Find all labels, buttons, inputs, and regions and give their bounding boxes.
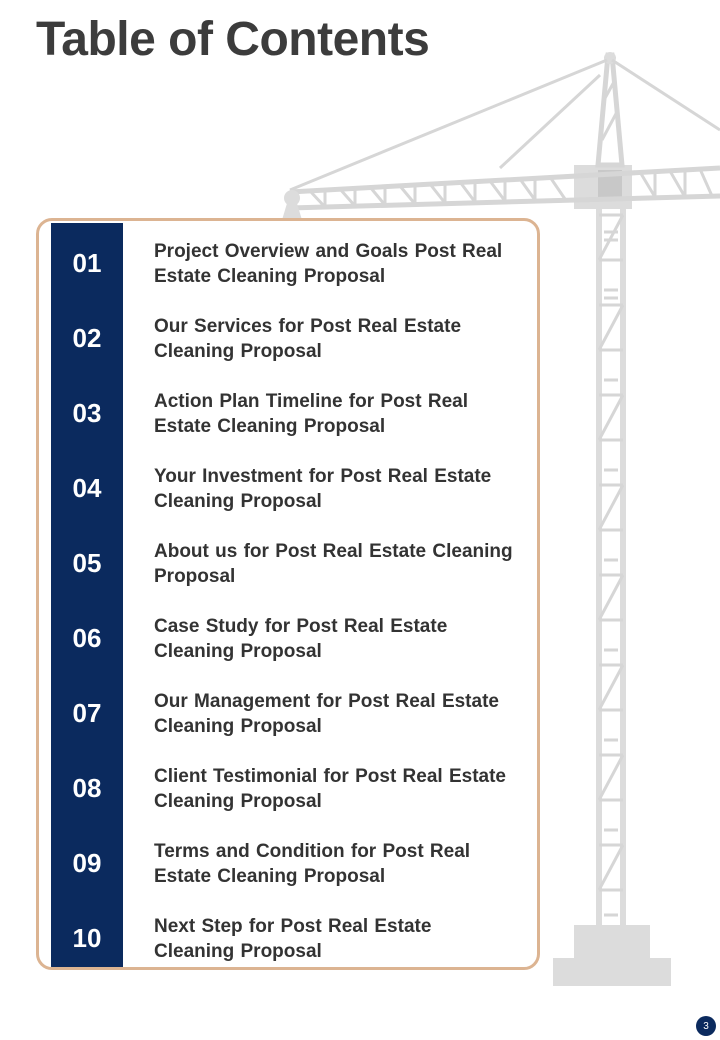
toc-item[interactable] <box>39 376 537 451</box>
page-title: Table of Contents <box>36 13 430 66</box>
toc-item-number: 02 <box>72 323 102 353</box>
toc-item[interactable] <box>39 451 537 526</box>
toc-item-number: 10 <box>72 923 102 953</box>
toc-item-number: 07 <box>72 698 102 728</box>
toc-item-number: 08 <box>72 773 102 803</box>
toc-item-label: Your Investment for Post Real Estate Cleaning Proposal <box>154 465 492 512</box>
toc-item-label: Case Study for Post Real Estate Cleaning Proposal <box>154 615 448 662</box>
toc-item[interactable] <box>39 751 537 826</box>
toc-item-label: Next Step for Post Real Estate Cleaning Proposal <box>154 915 432 962</box>
toc-card <box>36 218 540 970</box>
toc-item-label: Client Testimonial for Post Real Estate Cleaning Proposal <box>154 765 507 812</box>
toc-item[interactable] <box>39 301 537 376</box>
toc-item-number: 05 <box>72 548 102 578</box>
toc-item[interactable] <box>39 601 537 676</box>
toc-item-number: 06 <box>72 623 102 653</box>
toc-item-number: 01 <box>72 248 102 278</box>
toc-item[interactable] <box>39 226 537 301</box>
page-number-badge: 3 <box>696 1016 716 1036</box>
toc-item-label: Our Management for Post Real Estate Cleaning Proposal <box>154 690 499 737</box>
toc-item-label: Terms and Condition for Post Real Estate Cleaning Proposal <box>154 840 471 887</box>
toc-item-label: About us for Post Real Estate Cleaning Proposal <box>154 540 513 587</box>
toc-item-number: 09 <box>72 848 102 878</box>
toc-item-label: Project Overview and Goals Post Real Estate Cleaning Proposal <box>154 240 503 287</box>
toc-item[interactable] <box>39 826 537 901</box>
toc-item[interactable] <box>39 676 537 751</box>
toc-item-number: 04 <box>72 473 102 503</box>
toc-item-label: Action Plan Timeline for Post Real Estate Cleaning Proposal <box>154 390 468 437</box>
toc-list <box>39 221 537 967</box>
toc-item[interactable] <box>39 526 537 601</box>
toc-item-number: 03 <box>72 398 102 428</box>
toc-item-label: Our Services for Post Real Estate Cleaning Proposal <box>154 315 462 362</box>
toc-item[interactable] <box>39 901 537 970</box>
